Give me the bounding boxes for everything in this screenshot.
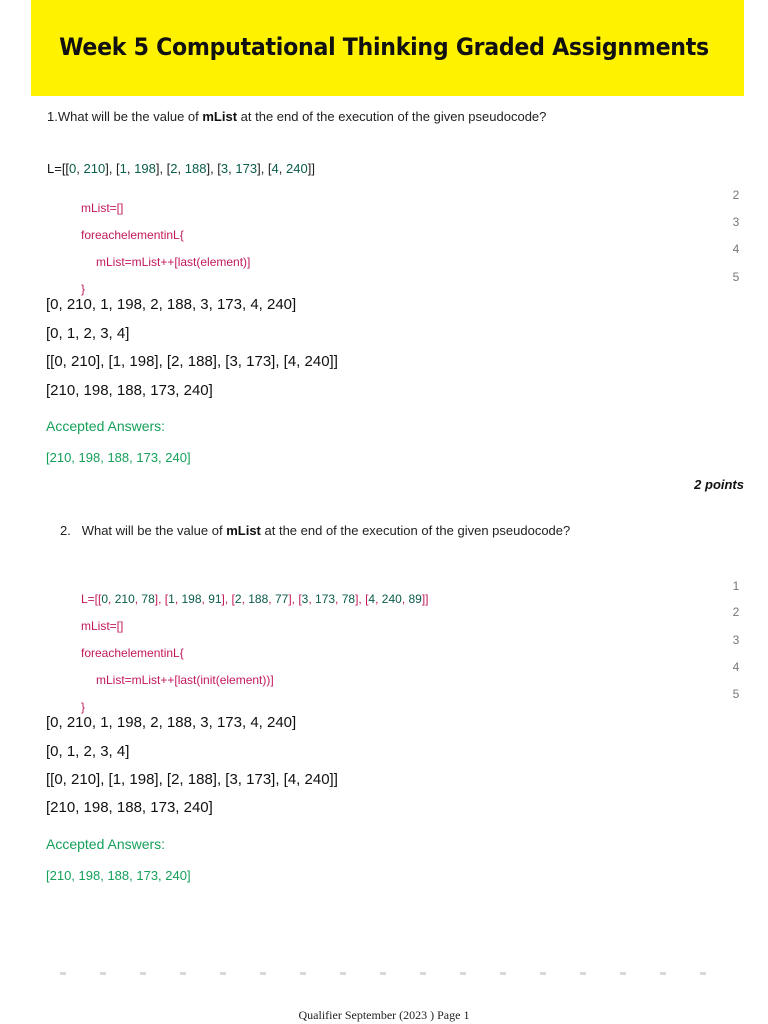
list-value: 0 bbox=[101, 592, 109, 606]
list-value: 210 bbox=[114, 592, 135, 606]
points-label: 2 points bbox=[694, 477, 744, 492]
code-line: foreachelementinL{ bbox=[81, 228, 184, 242]
list-value: 1 bbox=[168, 592, 175, 606]
answer-option[interactable]: [0, 210, 1, 198, 2, 188, 3, 173, 4, 240] bbox=[46, 714, 297, 731]
page-footer: Qualifier September (2023 ) Page 1 bbox=[298, 1008, 470, 1022]
list-value: 188 bbox=[184, 161, 207, 176]
list-value: 173 bbox=[235, 161, 258, 176]
list-value: 198 bbox=[134, 161, 156, 176]
answer-option[interactable]: [210, 198, 188, 173, 240] bbox=[46, 382, 213, 399]
list-value: 173 bbox=[315, 592, 336, 606]
question-1-list-literal: L=[[0, 210], [1, 198], [2, 188], [3, 173], [4, 240]] bbox=[47, 161, 315, 176]
list-value: 210 bbox=[83, 161, 106, 176]
list-value: 3 bbox=[220, 161, 229, 176]
line-number: 5 bbox=[732, 687, 740, 701]
list-value: 240 bbox=[381, 592, 402, 606]
code-line-list-literal: L=[[0, 210, 78], [1, 198, 91], [2, 188, 77], [3, 173, 78], [4, 240, 89]] bbox=[81, 592, 429, 606]
list-value: 89 bbox=[408, 592, 422, 606]
page-title: Week 5 Computational Thinking Graded Assignments bbox=[59, 33, 709, 61]
list-value: 2 bbox=[234, 592, 242, 606]
list-value: 2 bbox=[170, 161, 178, 176]
list-value: 78 bbox=[341, 592, 356, 606]
list-value: 3 bbox=[301, 592, 309, 606]
question-1-suffix: at the end of the execution of the given pseudocode? bbox=[237, 109, 547, 124]
code-line: } bbox=[81, 282, 86, 296]
code-line: } bbox=[81, 700, 86, 714]
accepted-answer-value: [210, 198, 188, 173, 240] bbox=[46, 868, 191, 883]
question-2-suffix: at the end of the execution of the given pseudocode? bbox=[260, 523, 571, 538]
question-1-keyword: mList bbox=[202, 109, 238, 124]
code-line: foreachelementinL{ bbox=[81, 646, 184, 660]
list-value: 188 bbox=[248, 592, 269, 606]
accepted-answer-value: [210, 198, 188, 173, 240] bbox=[46, 450, 191, 465]
list-value: 240 bbox=[286, 161, 308, 176]
code-line: mList=mList++[last(init(element))] bbox=[96, 673, 274, 687]
line-number: 2 bbox=[732, 188, 740, 202]
cut-off-text-row bbox=[60, 972, 740, 975]
list-value: 77 bbox=[274, 592, 289, 606]
question-2-keyword: mList bbox=[226, 523, 261, 538]
list-value: 4 bbox=[368, 592, 376, 606]
question-2-prefix: What will be the value of bbox=[81, 523, 227, 538]
question-1-prefix: 1.What will be the value of bbox=[47, 109, 203, 124]
list-open: L=[[ bbox=[47, 161, 70, 176]
list-value: 1 bbox=[119, 161, 127, 176]
answer-option[interactable]: [0, 1, 2, 3, 4] bbox=[46, 743, 130, 760]
answer-option[interactable]: [0, 1, 2, 3, 4] bbox=[46, 325, 130, 342]
answer-option[interactable]: [[0, 210], [1, 198], [2, 188], [3, 173], [4, 240]] bbox=[46, 353, 338, 370]
question-1-text bbox=[47, 109, 546, 124]
list-value: 91 bbox=[208, 592, 222, 606]
list-value: 0 bbox=[69, 161, 77, 176]
answer-option[interactable]: [[0, 210], [1, 198], [2, 188], [3, 173], [4, 240]] bbox=[46, 771, 338, 788]
code-line: mList=mList++[last(element)] bbox=[96, 255, 251, 269]
code-line: mList=[] bbox=[81, 201, 124, 215]
code-line: mList=[] bbox=[81, 619, 124, 633]
answer-option[interactable]: [210, 198, 188, 173, 240] bbox=[46, 799, 213, 816]
line-number: 3 bbox=[732, 215, 740, 229]
accepted-answers-label: Accepted Answers: bbox=[46, 418, 166, 434]
line-number: 4 bbox=[732, 660, 740, 674]
list-value: 198 bbox=[181, 592, 202, 606]
line-number: 2 bbox=[732, 605, 740, 619]
list-value: 4 bbox=[271, 161, 279, 176]
answer-option[interactable]: [0, 210, 1, 198, 2, 188, 3, 173, 4, 240] bbox=[46, 296, 297, 313]
line-number: 3 bbox=[732, 633, 740, 647]
line-number: 4 bbox=[732, 242, 740, 256]
question-2-text bbox=[60, 523, 570, 538]
list-value: 78 bbox=[141, 592, 155, 606]
line-number: 1 bbox=[732, 579, 740, 593]
accepted-answers-label: Accepted Answers: bbox=[46, 836, 166, 852]
question-2-number: 2. bbox=[60, 523, 71, 538]
line-number: 5 bbox=[732, 270, 740, 284]
